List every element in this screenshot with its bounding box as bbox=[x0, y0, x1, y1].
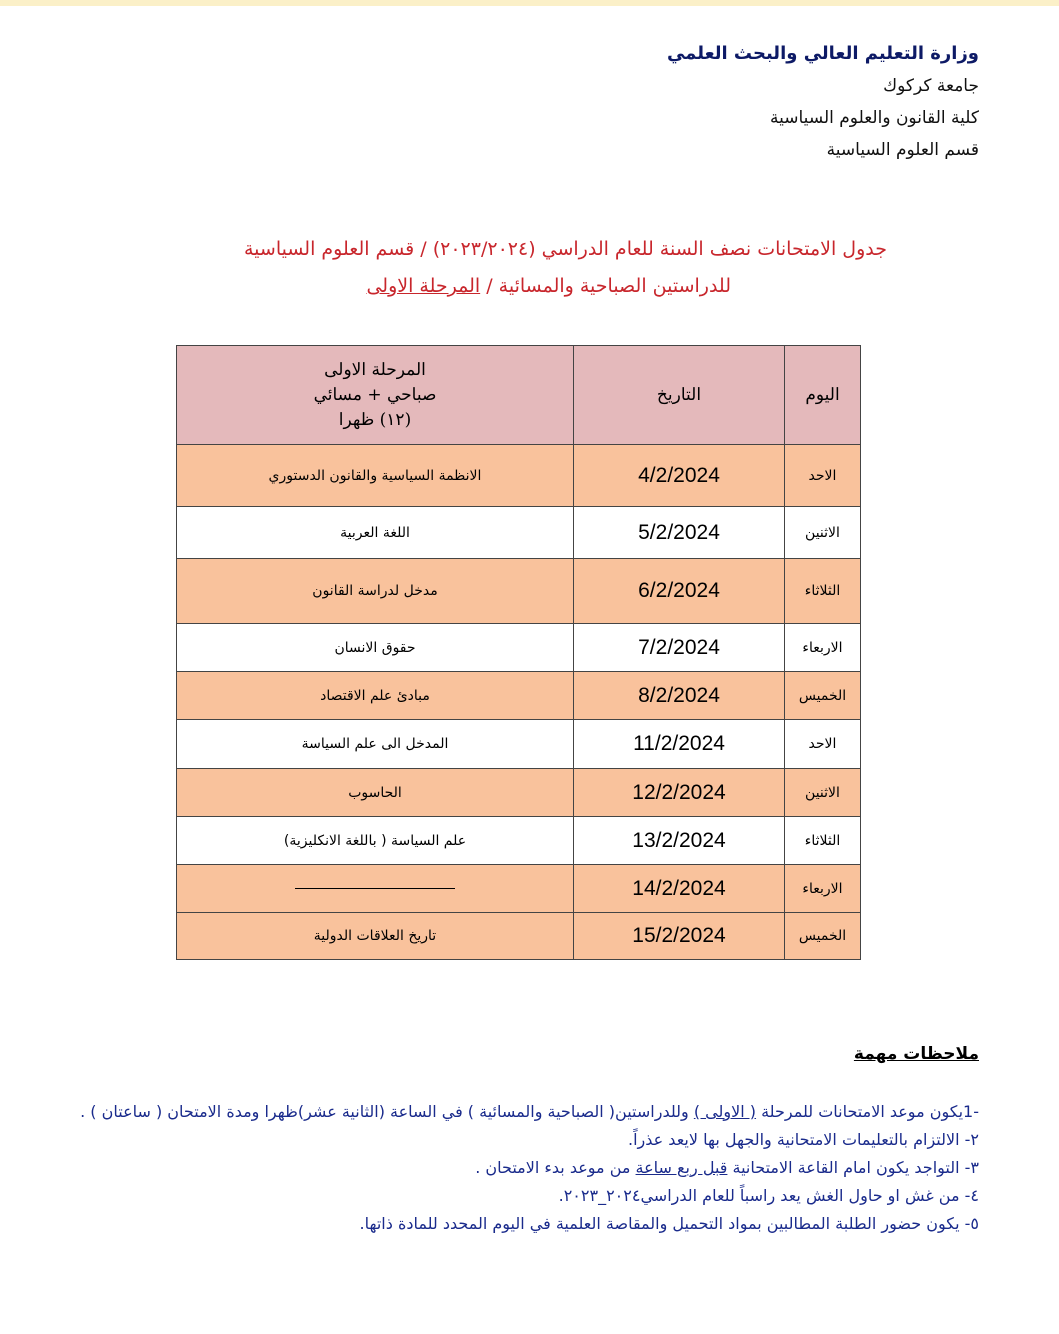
table-row bbox=[177, 817, 861, 865]
table-row bbox=[177, 507, 861, 559]
note-1-stage: ( الاولى ) bbox=[693, 1102, 757, 1121]
row-day: الخميس bbox=[785, 913, 861, 960]
note-3-part-a: ٣- التواجد يكون امام القاعة الامتحانية bbox=[727, 1158, 979, 1177]
row-date: 5/2/2024 bbox=[574, 507, 785, 559]
row-date: 7/2/2024 bbox=[574, 624, 785, 672]
row-subject-empty bbox=[177, 865, 574, 913]
header-stage-line-1: المرحلة الاولى bbox=[324, 359, 426, 380]
top-edge-strip bbox=[0, 0, 1059, 6]
table-row bbox=[177, 445, 861, 507]
note-1-part-a: -1يكون موعد الامتحانات للمرحلة bbox=[756, 1102, 979, 1121]
table-row bbox=[177, 769, 861, 817]
row-date: 12/2/2024 bbox=[574, 769, 785, 817]
row-day: الاثنين bbox=[785, 507, 861, 559]
letterhead bbox=[667, 38, 979, 166]
row-subject: مبادئ علم الاقتصاد bbox=[177, 672, 574, 720]
row-subject: الحاسوب bbox=[177, 769, 574, 817]
college-name: كلية القانون والعلوم السياسية bbox=[770, 108, 979, 128]
row-subject: اللغة العربية bbox=[177, 507, 574, 559]
table-row bbox=[177, 672, 861, 720]
note-3-part-c: من موعد بدء الامتحان . bbox=[475, 1158, 636, 1177]
row-date: 14/2/2024 bbox=[574, 865, 785, 913]
notes-list bbox=[55, 1098, 979, 1238]
row-day: الاحد bbox=[785, 720, 861, 769]
university-name: جامعة كركوك bbox=[883, 76, 979, 96]
header-date: التاريخ bbox=[574, 346, 785, 445]
title-line-2-prefix: للدراستين الصباحية والمسائية / bbox=[480, 275, 731, 297]
notes-title: ملاحظات مهمة bbox=[853, 1044, 979, 1064]
exam-schedule-table bbox=[176, 345, 861, 960]
table-row bbox=[177, 720, 861, 769]
row-subject: مدخل لدراسة القانون bbox=[177, 559, 574, 624]
header-day: اليوم bbox=[785, 346, 861, 445]
note-3 bbox=[55, 1154, 979, 1182]
department-name: قسم العلوم السياسية bbox=[826, 140, 979, 160]
row-subject: علم السياسة ( باللغة الانكليزية) bbox=[177, 817, 574, 865]
row-day: الاربعاء bbox=[785, 624, 861, 672]
note-4: ٤- من غش او حاول الغش يعد راسباً للعام الدراسي٢٠٢٤_٢٠٢٣. bbox=[558, 1186, 979, 1205]
row-date: 11/2/2024 bbox=[574, 720, 785, 769]
row-date: 8/2/2024 bbox=[574, 672, 785, 720]
row-day: الخميس bbox=[785, 672, 861, 720]
row-date: 13/2/2024 bbox=[574, 817, 785, 865]
note-1 bbox=[55, 1098, 979, 1126]
ministry-name: وزارة التعليم العالي والبحث العلمي bbox=[666, 43, 979, 64]
note-3-time: قبل ربع ساعة bbox=[635, 1158, 728, 1177]
table-row bbox=[177, 559, 861, 624]
row-subject: المدخل الى علم السياسة bbox=[177, 720, 574, 769]
title-line-1: جدول الامتحانات نصف السنة للعام الدراسي (٢٠٢٣/٢٠٢٤) / قسم العلوم السياسية bbox=[244, 238, 887, 260]
row-day: الاحد bbox=[785, 445, 861, 507]
table-row bbox=[177, 913, 861, 960]
note-1-part-c: وللدراستين( الصباحية والمسائية ) في الساعة (الثانية عشر)ظهرا ومدة الامتحان ( ساعتان ) . bbox=[80, 1102, 694, 1121]
row-subject: حقوق الانسان bbox=[177, 624, 574, 672]
row-day: الثلاثاء bbox=[785, 559, 861, 624]
note-5: ٥- يكون حضور الطلبة المطالبين بمواد التحميل والمقاصة العلمية في اليوم المحدد للمادة ذاتها. bbox=[359, 1214, 979, 1233]
header-stage-line-3: (١٢) ظهرا bbox=[338, 409, 412, 430]
note-2: ٢- الالتزام بالتعليمات الامتحانية والجهل بها لايعد عذراً. bbox=[628, 1130, 979, 1149]
empty-subject-line bbox=[295, 888, 455, 889]
row-day: الثلاثاء bbox=[785, 817, 861, 865]
header-stage bbox=[177, 346, 574, 445]
row-date: 6/2/2024 bbox=[574, 559, 785, 624]
table-header-row bbox=[177, 346, 861, 445]
row-subject: تاريخ العلاقات الدولية bbox=[177, 913, 574, 960]
row-subject: الانظمة السياسية والقانون الدستوري bbox=[177, 445, 574, 507]
table-row bbox=[177, 865, 861, 913]
row-date: 15/2/2024 bbox=[574, 913, 785, 960]
row-date: 4/2/2024 bbox=[574, 445, 785, 507]
title-line-2 bbox=[366, 275, 731, 297]
row-day: الاثنين bbox=[785, 769, 861, 817]
header-stage-line-2: صباحي + مسائي bbox=[313, 384, 437, 405]
table-row bbox=[177, 624, 861, 672]
row-day: الاربعاء bbox=[785, 865, 861, 913]
title-stage-underlined: المرحلة الاولى bbox=[366, 275, 481, 297]
